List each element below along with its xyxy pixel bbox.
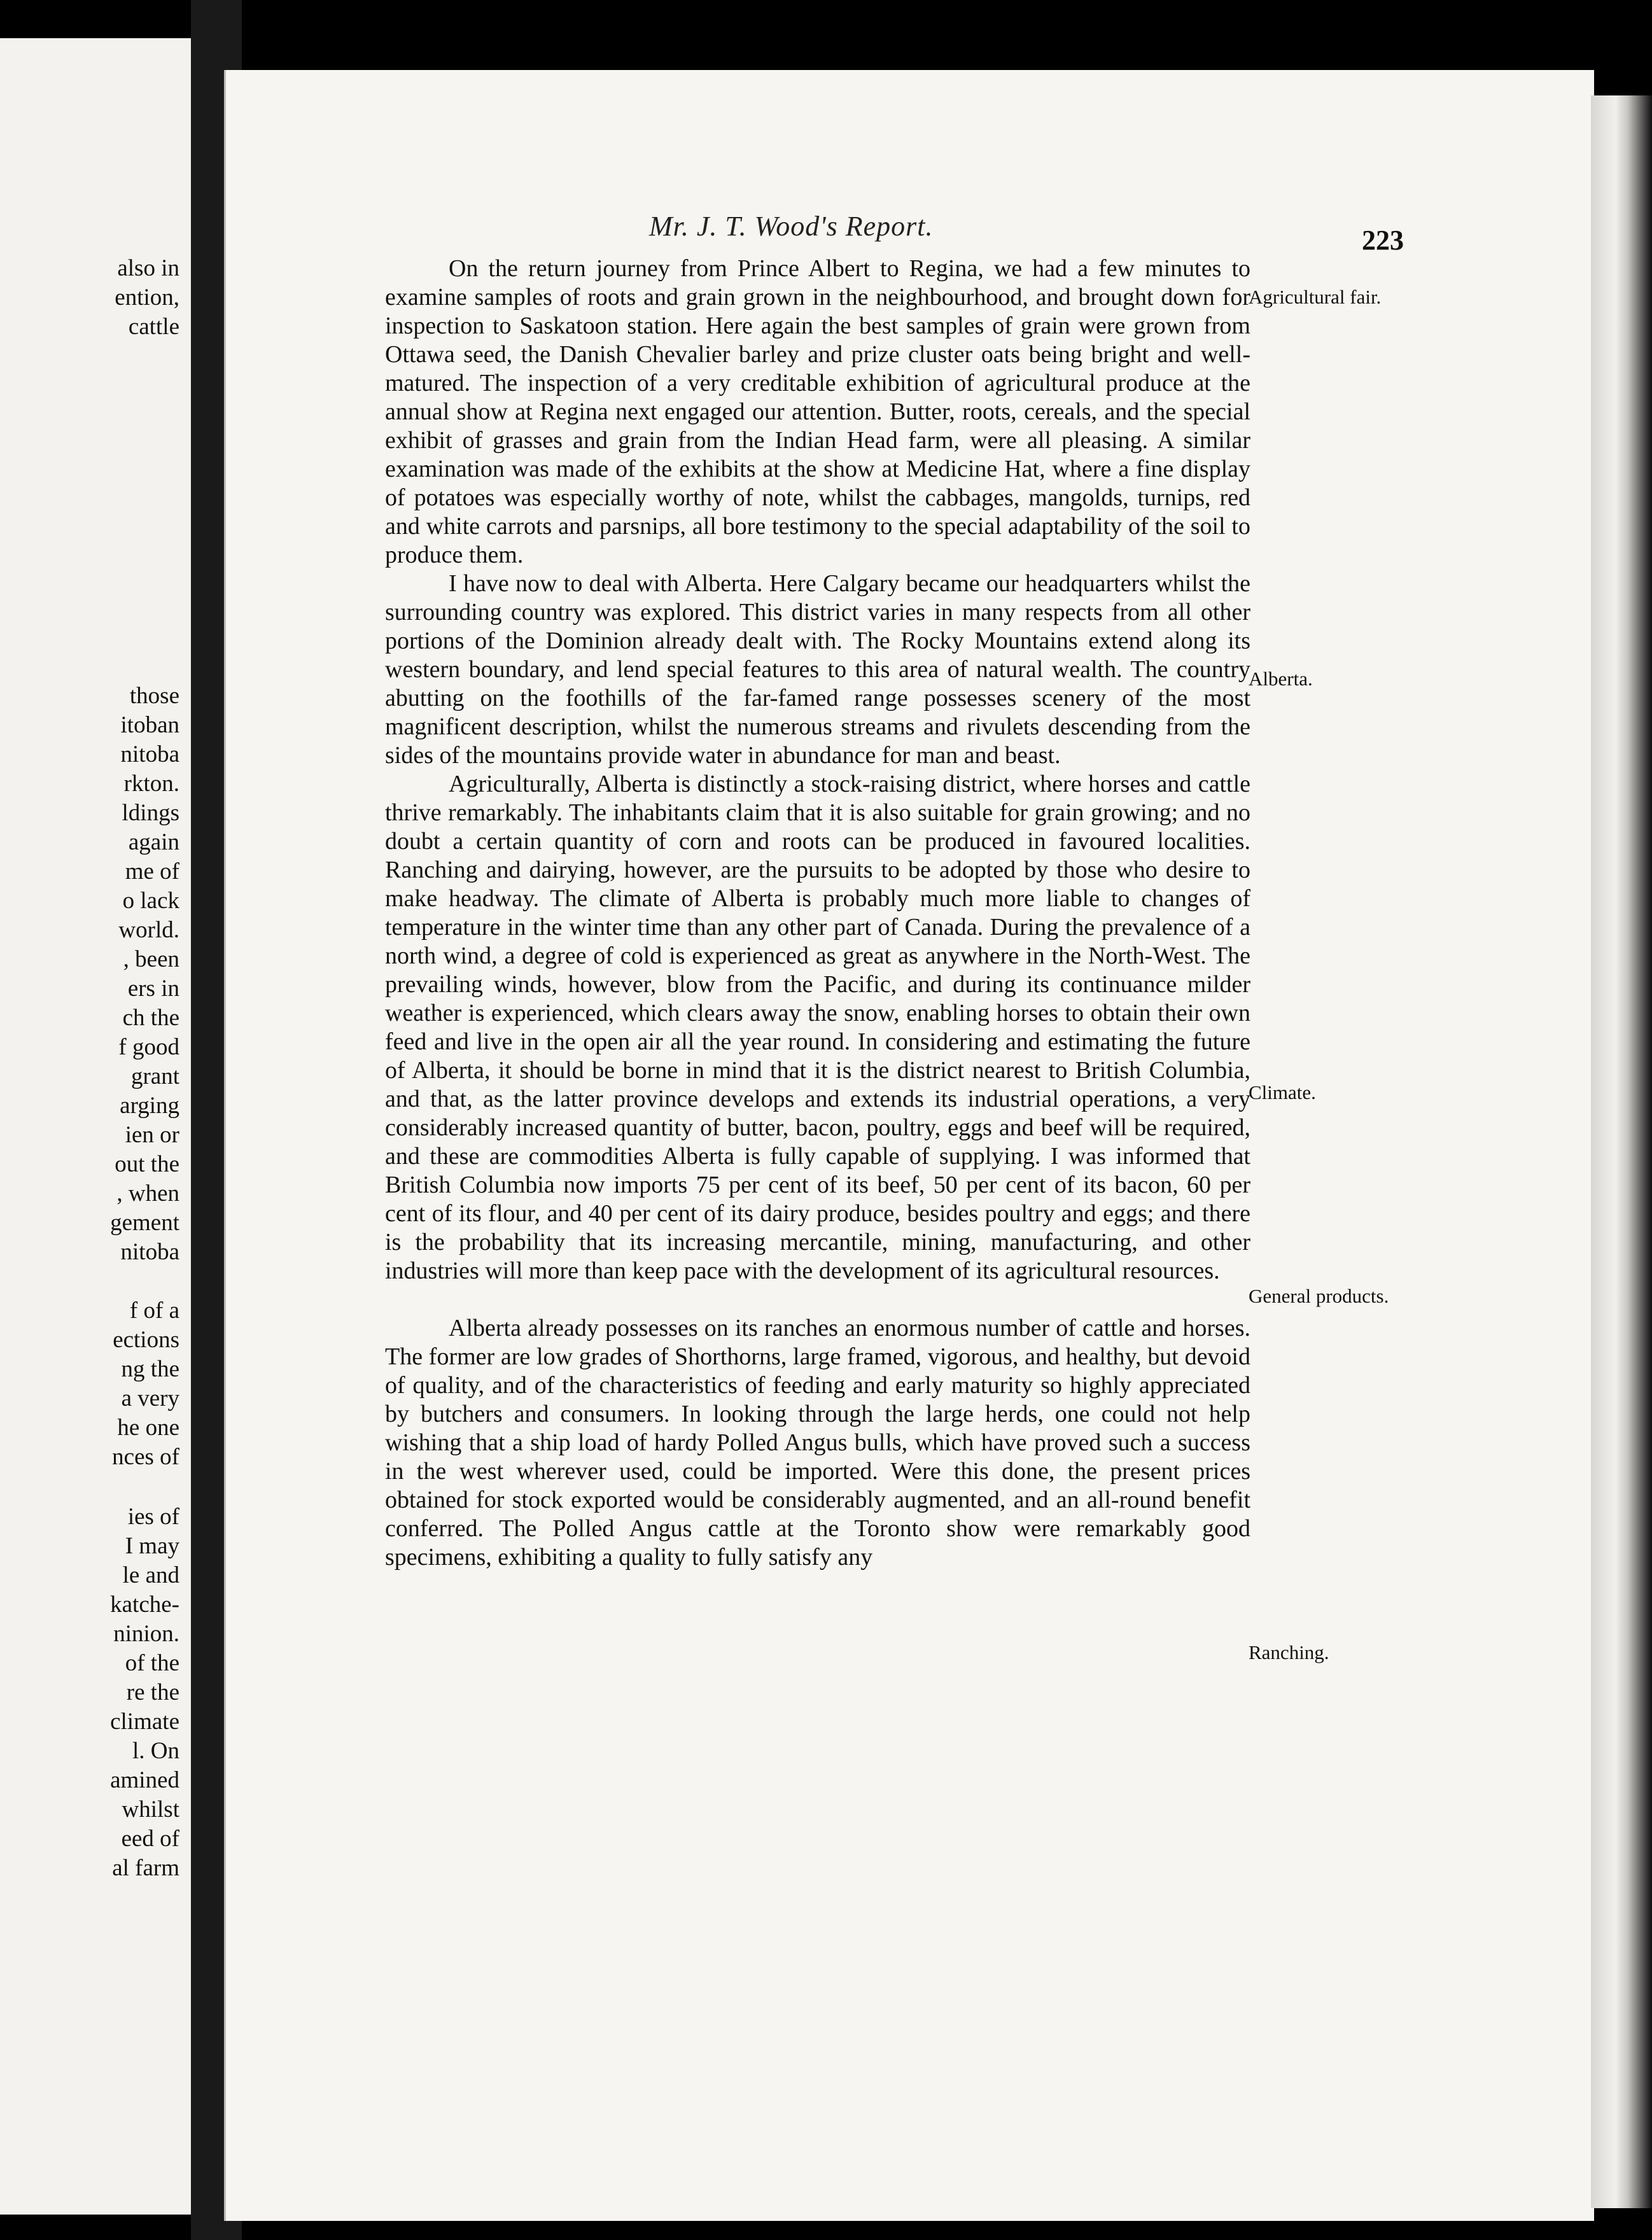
- left-line: of the: [125, 1650, 179, 1676]
- left-line: ies of: [127, 1504, 179, 1530]
- running-head: Mr. J. T. Wood's Report.: [649, 211, 934, 242]
- margin-note-ranching: Ranching.: [1249, 1641, 1329, 1663]
- paragraph-alberta-intro: I have now to deal with Alberta. Here Calgary became our headquarters whilst the surrounding country was explored. This district varies in many respects from all other portions of the Dominion already dealt with. The Rocky Mountains extend along its western boundary, and lend special features to this area of natural wealth. The country abutting on the foothills of the far-famed range possesses scenery of the most magnificent description, whilst the numerous streams and rivulets descending from the sides of the mountains provide water in abundance for man and beast.: [385, 570, 1250, 769]
- left-line: world.: [118, 917, 179, 943]
- left-line: f good: [118, 1034, 179, 1060]
- left-line: f of a: [129, 1298, 179, 1324]
- left-line: nitoba: [120, 741, 179, 767]
- left-line: rkton.: [123, 771, 179, 797]
- left-line: whilst: [122, 1796, 179, 1823]
- paragraph-return-journey: On the return journey from Prince Albert to Regina, we had a few minutes to examine samples of roots and grain grown in the neighbourhood, and brought down for inspection to Saskatoon station. Here again the best samples of grain were grown from Ottawa seed, the Danish Chevalier barley and prize cluster oats being bright and well-matured. The inspection of a very creditable exhibition of agricultural produce at the annual show at Regina next engaged our attention. Butter, roots, cereals, and the special exhibit of grasses and grain from the Indian Head farm, were all pleasing. A similar examination was made of the exhibits at the show at Medicine Hat, where a fine display of potatoes was especially worthy of note, whilst the cabbages, mangolds, turnips, red and white carrots and parsnips, all bore testimony to the special adaptability of the soil to produce them.: [385, 255, 1250, 568]
- left-line: itoban: [120, 712, 179, 738]
- left-line: ers in: [127, 976, 179, 1002]
- left-line: I may: [125, 1533, 179, 1559]
- margin-note-agricultural-fair: Agricultural fair.: [1249, 286, 1382, 308]
- page-edge: [1591, 95, 1652, 2208]
- left-line: eed of: [121, 1826, 179, 1852]
- left-line: le and: [122, 1562, 179, 1588]
- margin-note-climate: Climate.: [1249, 1081, 1316, 1103]
- left-line: ections: [113, 1327, 179, 1353]
- paragraph-agriculture-climate: Agriculturally, Alberta is distinctly a stock-raising district, where horses and cattle thrive remarkably. The inhabitants claim that it is also suitable for grain growing; and no doubt a certain quantity of corn and roots can be produced in favoured localities. Ranching and dairying, however, are the pursuits to be adopted by those who desire to make headway. The climate of Alberta is probably much more liable to changes of temperature in the winter time than any other part of Canada. During the prevalence of a north wind, a degree of cold is experienced as great as anywhere in the North-West. The prevailing winds, however, blow from the Pacific, and during its continuance milder weather is experienced, which clears away the snow, enabling horses to obtain their own feed and live in the open air all the year round. In considering and estimating the future of Alberta, it should be borne in mind that it is the district nearest to British Columbia, and that, as the latter province develops and extends its industrial operations, a very considerably increased quantity of butter, bacon, poultry, eggs and beef will be required, and these are commodities Alberta is fully capable of supplying. I was informed that British Columbia now imports 75 per cent of its beef, 50 per cent of its bacon, 60 per cent of its flour, and 40 per cent of its dairy produce, besides poultry and eggs; and there is the probability that its increasing mercantile, mining, manufacturing, and other industries will more than keep pace with the development of its agricultural resources.: [385, 771, 1250, 1284]
- left-line: nces of: [112, 1444, 179, 1470]
- left-line: he one: [117, 1415, 179, 1441]
- left-line: katche-: [110, 1592, 179, 1618]
- left-line: , been: [123, 946, 179, 972]
- left-line: grant: [130, 1063, 179, 1089]
- left-line: amined: [110, 1767, 179, 1793]
- left-line: those: [129, 683, 179, 709]
- left-line: re the: [126, 1679, 179, 1705]
- margin-note-general-products: General products.: [1249, 1285, 1389, 1307]
- paragraph-ranching: Alberta already possesses on its ranches an enormous number of cattle and horses. The former are low grades of Shorthorns, large framed, vigorous, and healthy, but devoid of quality, and of the characteristics of feeding and early maturity so highly appreciated by butchers and consumers. In looking through the large herds, one could not help wishing that a ship load of hardy Polled Angus bulls, which have proved such a success in the west wherever used, could be imported. Were this done, the present prices obtained for stock exported would be considerably augmented, and an all-round benefit conferred. The Polled Angus cattle at the Toronto show were remarkably good specimens, exhibiting a quality to fully satisfy any: [385, 1315, 1250, 1571]
- left-line: gement: [110, 1210, 179, 1236]
- margin-note-alberta: Alberta.: [1249, 668, 1313, 690]
- left-line: arging: [120, 1093, 179, 1119]
- left-line: ninion.: [113, 1621, 179, 1647]
- left-line: a very: [121, 1385, 179, 1411]
- left-line: ng the: [121, 1356, 179, 1382]
- left-line: o lack: [122, 888, 179, 914]
- left-line: again: [128, 829, 179, 855]
- left-line: , when: [116, 1180, 179, 1207]
- left-page: [0, 38, 191, 2215]
- left-line: also in: [117, 255, 179, 281]
- left-line: cattle: [128, 314, 179, 340]
- page-number: 223: [1362, 225, 1404, 256]
- left-line: l. On: [132, 1738, 179, 1764]
- left-line: nitoba: [120, 1239, 179, 1265]
- left-line: ch the: [122, 1005, 179, 1031]
- left-line: ldings: [122, 800, 179, 826]
- left-line: ention,: [115, 284, 179, 311]
- left-line: ien or: [125, 1122, 179, 1148]
- report-body: [385, 255, 1250, 1572]
- left-line: al farm: [112, 1855, 179, 1881]
- left-line: climate: [110, 1709, 179, 1735]
- left-line: me of: [125, 858, 179, 885]
- left-line: out the: [115, 1151, 179, 1177]
